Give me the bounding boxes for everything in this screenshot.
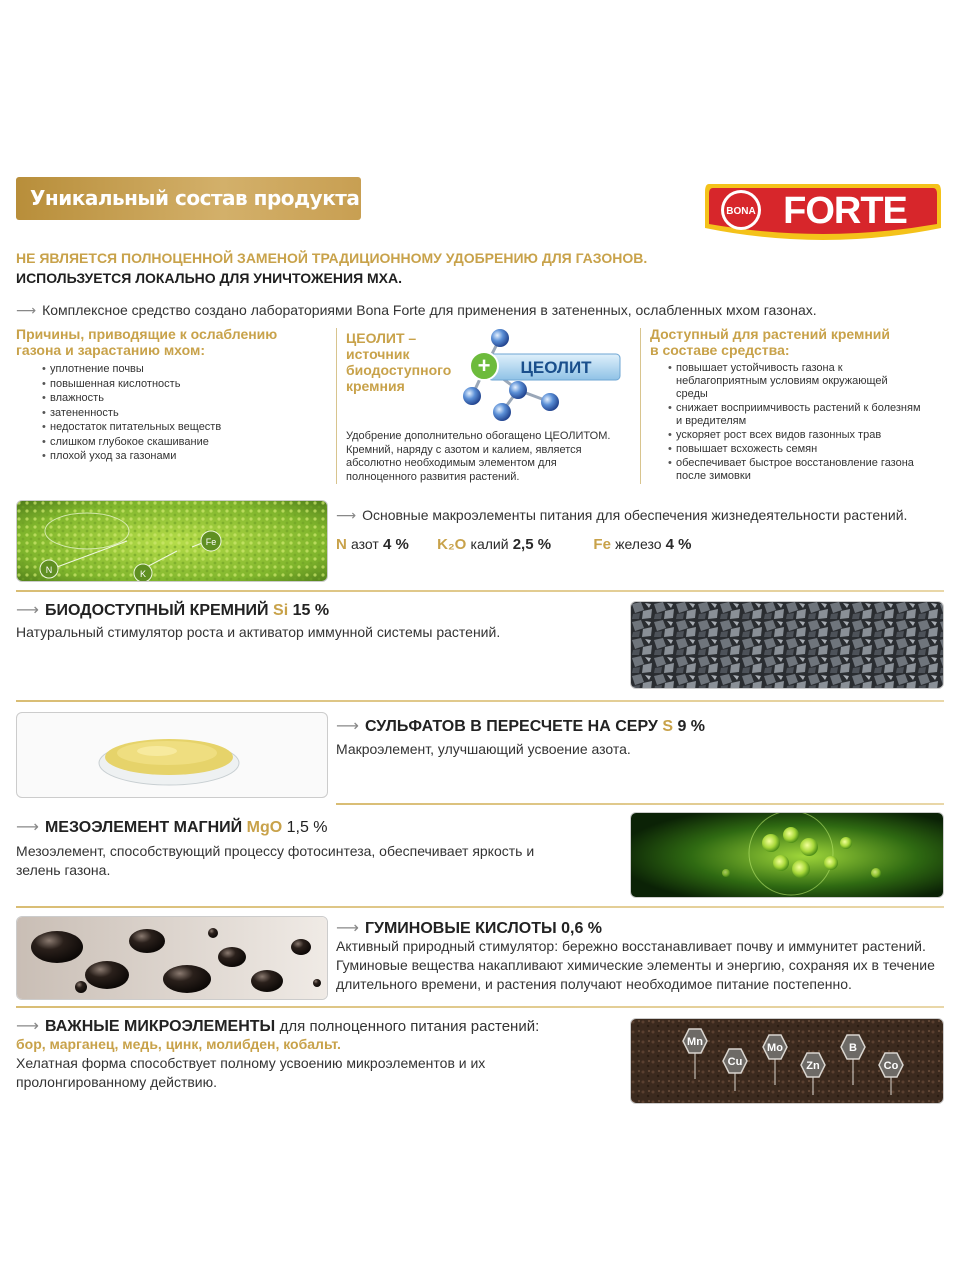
list-item: • ускоряет рост всех видов газонных трав	[666, 429, 950, 442]
causes-block	[16, 326, 326, 464]
silicon-list	[666, 362, 950, 483]
magnesium-title-text: МЕЗОЭЛЕМЕНТ МАГНИЙ	[44, 819, 243, 836]
nitrogen-value: 4 %	[382, 536, 409, 553]
section-divider	[16, 906, 944, 908]
causes-title-1: Причины, приводящие к ослаблению	[16, 326, 278, 342]
humic-text	[336, 937, 935, 994]
moss-label-fe: Fe	[205, 537, 217, 547]
potassium-value: 2,5 %	[512, 536, 552, 553]
potassium-symbol: K₂O	[437, 536, 467, 553]
moss-label-n: N	[45, 565, 53, 575]
nitrogen-symbol: N	[336, 536, 347, 553]
hex-label-co: Co	[883, 1060, 899, 1072]
macro-title-text: Основные макроэлементы питания для обеспечения жизнедеятельности растений.	[362, 507, 908, 523]
sulfur-title	[336, 716, 705, 736]
hex-label-b: B	[849, 1042, 857, 1054]
silica-symbol: Si	[273, 602, 289, 619]
list-item: • обеспечивает быстрое восстановление газона после зимовки	[666, 457, 950, 483]
micro-title-text: ВАЖНЫЕ МИКРОЭЛЕМЕНТЫ	[44, 1018, 276, 1035]
arrow-icon: ⟶	[16, 1018, 39, 1035]
list-item: • влажность	[40, 391, 326, 406]
logo-small-text: BONA	[726, 206, 756, 217]
arrow-icon: ⟶	[336, 507, 357, 523]
zeolite-text-3: абсолютно необходимым элементом для	[346, 457, 557, 469]
silica-title-text: БИОДОСТУПНЫЙ КРЕМНИЙ	[44, 602, 269, 619]
warning-line-1: НЕ ЯВЛЯЕТСЯ ПОЛНОЦЕННОЙ ЗАМЕНОЙ ТРАДИЦИОННОМУ УДОБРЕНИЮ ДЛЯ ГАЗОНОВ.	[16, 250, 648, 266]
zeolite-title-2: источник	[346, 346, 410, 362]
humic-drops-photo	[16, 916, 328, 1000]
nitrogen-name: азот	[351, 536, 379, 552]
iron-value: 4 %	[665, 536, 692, 553]
silicon-title-2: в составе средства:	[650, 342, 790, 358]
arrow-icon: ⟶	[336, 718, 359, 735]
micro-text-1: Хелатная форма способствует полному усвоению микроэлементов и их	[16, 1055, 486, 1071]
zeolite-stones-photo	[630, 601, 944, 689]
zeolite-badge-text: ЦЕОЛИТ	[520, 358, 592, 377]
magnesium-value: 1,5 %	[286, 819, 328, 836]
micro-title	[16, 1016, 539, 1036]
sulfur-value: 9 %	[677, 718, 706, 735]
zeolite-title-4: кремния	[346, 378, 405, 394]
arrow-icon: ⟶	[16, 302, 37, 318]
header-title: Уникальный состав продукта	[30, 186, 360, 210]
humic-title	[336, 918, 602, 938]
list-item: • повышает всхожесть семян	[666, 443, 950, 456]
silicon-benefits-block	[650, 326, 950, 483]
plus-icon: +	[477, 353, 491, 378]
silica-text: Натуральный стимулятор роста и активатор иммунной системы растений.	[16, 624, 501, 640]
potassium-name: калий	[470, 536, 509, 552]
causes-list	[40, 362, 326, 464]
zeolite-title-3: биодоступного	[346, 362, 452, 378]
section-divider	[16, 700, 944, 702]
humic-text-1: Активный природный стимулятор: бережно восстанавливает почву и иммунитет растений.	[336, 938, 926, 954]
list-item: • повышает устойчивость газона к неблагоприятным условиям окружающей среды	[666, 362, 950, 401]
hex-label-cu: Cu	[727, 1056, 743, 1068]
intro-text	[16, 302, 817, 319]
sulfur-text: Макроэлемент, улучшающий усвоение азота.	[336, 741, 631, 757]
zeolite-text-1: Удобрение дополнительно обогащено ЦЕОЛИТОМ.	[346, 430, 611, 442]
zeolite-title	[346, 330, 466, 394]
zeolite-text-4: полноценного развития растений.	[346, 470, 520, 483]
humic-title-text: ГУМИНОВЫЕ КИСЛОТЫ 0,6 %	[364, 920, 603, 937]
macro-title	[336, 506, 907, 525]
list-item: • уплотнение почвы	[40, 362, 326, 377]
moss-label-k: K	[139, 569, 147, 579]
column-divider	[640, 328, 641, 484]
chlorophyll-photo	[630, 812, 944, 898]
header-banner	[16, 177, 361, 220]
micro-list: бор, марганец, медь, цинк, молибден, кобальт.	[16, 1036, 341, 1052]
zeolite-title-1: ЦЕОЛИТ –	[346, 330, 417, 346]
moss-photo	[16, 500, 328, 582]
arrow-icon: ⟶	[16, 602, 39, 619]
hex-label-mo: Mo	[767, 1042, 783, 1054]
section-divider	[16, 590, 944, 592]
micro-text-2: пролонгированному действию.	[16, 1074, 218, 1090]
sulfur-title-text: СУЛЬФАТОВ В ПЕРЕСЧЕТЕ НА СЕРУ	[364, 718, 658, 735]
humic-text-3: длительного времени, и растения получают необходимое питание постепенно.	[336, 976, 852, 992]
hex-label-zn: Zn	[806, 1060, 820, 1072]
magnesium-symbol: MgO	[246, 819, 283, 836]
list-item: • плохой уход за газонами	[40, 449, 326, 464]
magnesium-text	[16, 842, 534, 880]
intro-label: Комплексное средство создано лабораториями Bona Forte для применения в затененных, ослабленных мхом газонах.	[42, 302, 817, 318]
zeolite-text	[346, 430, 636, 484]
micro-text	[16, 1054, 485, 1092]
list-item: • слишком глубокое скашивание	[40, 435, 326, 450]
iron-symbol: Fe	[593, 536, 611, 553]
list-item: • недостаток питательных веществ	[40, 420, 326, 435]
sulfur-symbol: S	[662, 718, 673, 735]
column-divider	[336, 328, 337, 484]
arrow-icon: ⟶	[16, 819, 39, 836]
silica-value: 15 %	[292, 602, 330, 619]
arrow-icon: ⟶	[336, 920, 359, 937]
silicon-title-1: Доступный для растений кремний	[650, 326, 891, 342]
humic-text-2: Гуминовые вещества накапливают химические элементы и энергию, сохраняя их в течение	[336, 957, 935, 973]
bona-forte-logo	[703, 178, 943, 248]
soil-photo	[630, 1018, 944, 1104]
magnesium-text-2: зелень газона.	[16, 862, 111, 878]
hex-label-mn: Mn	[687, 1036, 703, 1048]
section-divider	[16, 1006, 944, 1008]
causes-title-2: газона и зарастанию мхом:	[16, 342, 205, 358]
magnesium-title	[16, 817, 328, 837]
list-item: • снижает восприимчивость растений к болезням и вредителям	[666, 402, 950, 428]
sulfur-dish-photo	[16, 712, 328, 798]
section-divider	[336, 803, 944, 805]
zeolite-text-2: Кремний, наряду с азотом и калием, является	[346, 443, 582, 456]
zeolite-molecule-image	[458, 324, 628, 424]
silica-title	[16, 600, 329, 620]
list-item: • затененность	[40, 406, 326, 421]
logo-big-text: FORTE	[783, 190, 907, 232]
warning-line-2: ИСПОЛЬЗУЕТСЯ ЛОКАЛЬНО ДЛЯ УНИЧТОЖЕНИЯ МХА.	[16, 270, 403, 286]
iron-name: железо	[615, 536, 662, 552]
macro-values	[336, 536, 692, 553]
magnesium-text-1: Мезоэлемент, способствующий процессу фотосинтеза, обеспечивает яркость и	[16, 843, 535, 859]
micro-title-rest: для полноценного питания растений:	[279, 1018, 540, 1035]
list-item: • повышенная кислотность	[40, 377, 326, 392]
